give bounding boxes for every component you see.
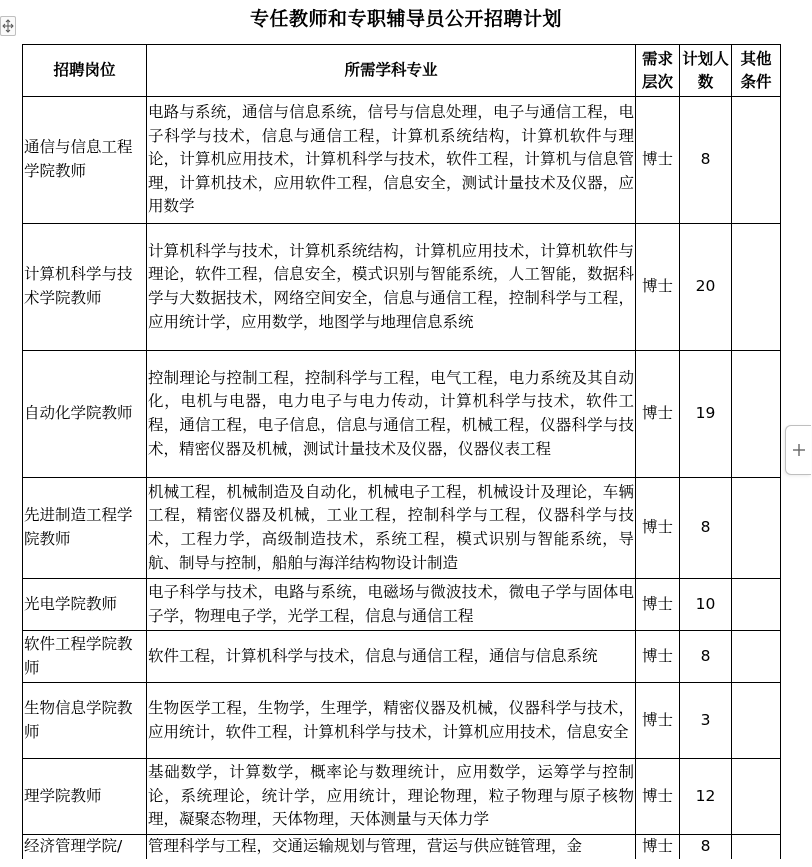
header-position: 招聘岗位 [23, 45, 147, 97]
majors-cell: 管理科学与工程，交通运输规划与管理，营运与供应链管理，金 [147, 835, 636, 859]
degree-cell: 博士 [636, 478, 680, 579]
degree-cell: 博士 [636, 579, 680, 631]
other-cell [732, 224, 781, 351]
majors-cell: 生物医学工程，生物学，生理学，精密仪器及机械，仪器科学与技术，应用统计，软件工程，计算机科学与技术，计算机应用技术，信息安全 [147, 683, 636, 759]
other-cell [732, 683, 781, 759]
position-cell: 通信与信息工程学院教师 [23, 97, 147, 224]
count-cell: 20 [680, 224, 732, 351]
header-count: 计划人数 [680, 45, 732, 97]
degree-cell: 博士 [636, 835, 680, 859]
header-degree: 需求层次 [636, 45, 680, 97]
position-cell: 光电学院教师 [23, 579, 147, 631]
position-cell: 理学院教师 [23, 759, 147, 835]
table-row [23, 478, 781, 579]
header-other: 其他条件 [732, 45, 781, 97]
table-header-row [23, 45, 781, 97]
count-cell: 3 [680, 683, 732, 759]
other-cell [732, 835, 781, 859]
position-cell: 计算机科学与技术学院教师 [23, 224, 147, 351]
majors-cell: 电子科学与技术，电路与系统，电磁场与微波技术，微电子学与固体电子学，物理电子学，光学工程，信息与通信工程 [147, 579, 636, 631]
table-row [23, 683, 781, 759]
position-cell: 生物信息学院教师 [23, 683, 147, 759]
table-row [23, 224, 781, 351]
count-cell: 8 [680, 97, 732, 224]
other-cell [732, 631, 781, 683]
degree-cell: 博士 [636, 97, 680, 224]
count-cell: 19 [680, 351, 732, 478]
table-row [23, 759, 781, 835]
other-cell [732, 97, 781, 224]
other-cell [732, 351, 781, 478]
majors-cell: 控制理论与控制工程，控制科学与工程，电气工程，电力系统及其自动化，电机与电器，电力电子与电力传动，计算机科学与技术，软件工程，通信工程，电子信息，信息与通信工程，机械工程，仪器科学与技术，精密仪器及机械，测试计量技术及仪器，仪器仪表工程 [147, 351, 636, 478]
plus-icon[interactable] [785, 425, 811, 475]
count-cell: 8 [680, 631, 732, 683]
position-cell: 软件工程学院教师 [23, 631, 147, 683]
majors-cell: 计算机科学与技术，计算机系统结构，计算机应用技术，计算机软件与理论，软件工程，信息安全，模式识别与智能系统，人工智能，数据科学与大数据技术，网络空间安全，信息与通信工程，控制科学与工程，应用统计学，应用数学，地图学与地理信息系统 [147, 224, 636, 351]
table-row [23, 351, 781, 478]
table-row [23, 579, 781, 631]
majors-cell: 软件工程，计算机科学与技术，信息与通信工程，通信与信息系统 [147, 631, 636, 683]
degree-cell: 博士 [636, 351, 680, 478]
count-cell: 8 [680, 478, 732, 579]
position-cell: 自动化学院教师 [23, 351, 147, 478]
other-cell [732, 478, 781, 579]
other-cell [732, 759, 781, 835]
degree-cell: 博士 [636, 759, 680, 835]
table-row [23, 97, 781, 224]
other-cell [732, 579, 781, 631]
position-cell: 先进制造工程学院教师 [23, 478, 147, 579]
table-row [23, 835, 781, 859]
position-cell: 经济管理学院/ [23, 835, 147, 859]
table-row [23, 631, 781, 683]
count-cell: 8 [680, 835, 732, 859]
recruitment-plan-table [22, 44, 781, 859]
count-cell: 10 [680, 579, 732, 631]
header-majors: 所需学科专业 [147, 45, 636, 97]
page-title: 专任教师和专职辅导员公开招聘计划 [249, 8, 562, 30]
count-cell: 12 [680, 759, 732, 835]
move-arrows-icon[interactable] [0, 16, 16, 36]
majors-cell: 基础数学，计算数学，概率论与数理统计，应用数学，运筹学与控制论，系统理论，统计学，应用统计，理论物理，粒子物理与原子核物理，凝聚态物理，天体物理，天体测量与天体力学 [147, 759, 636, 835]
majors-cell: 电路与系统，通信与信息系统，信号与信息处理，电子与通信工程，电子科学与技术，信息与通信工程，计算机系统结构，计算机软件与理论，计算机应用技术，计算机科学与技术，软件工程，计算机与信息管理，计算机技术，应用软件工程，信息安全，测试计量技术及仪器，应用数学 [147, 97, 636, 224]
degree-cell: 博士 [636, 683, 680, 759]
degree-cell: 博士 [636, 631, 680, 683]
degree-cell: 博士 [636, 224, 680, 351]
majors-cell: 机械工程，机械制造及自动化，机械电子工程，机械设计及理论，车辆工程，精密仪器及机械，工业工程，控制科学与工程，仪器科学与技术，工程力学，高级制造技术，系统工程，模式识别与智能系统，导航、制导与控制，船舶与海洋结构物设计制造 [147, 478, 636, 579]
